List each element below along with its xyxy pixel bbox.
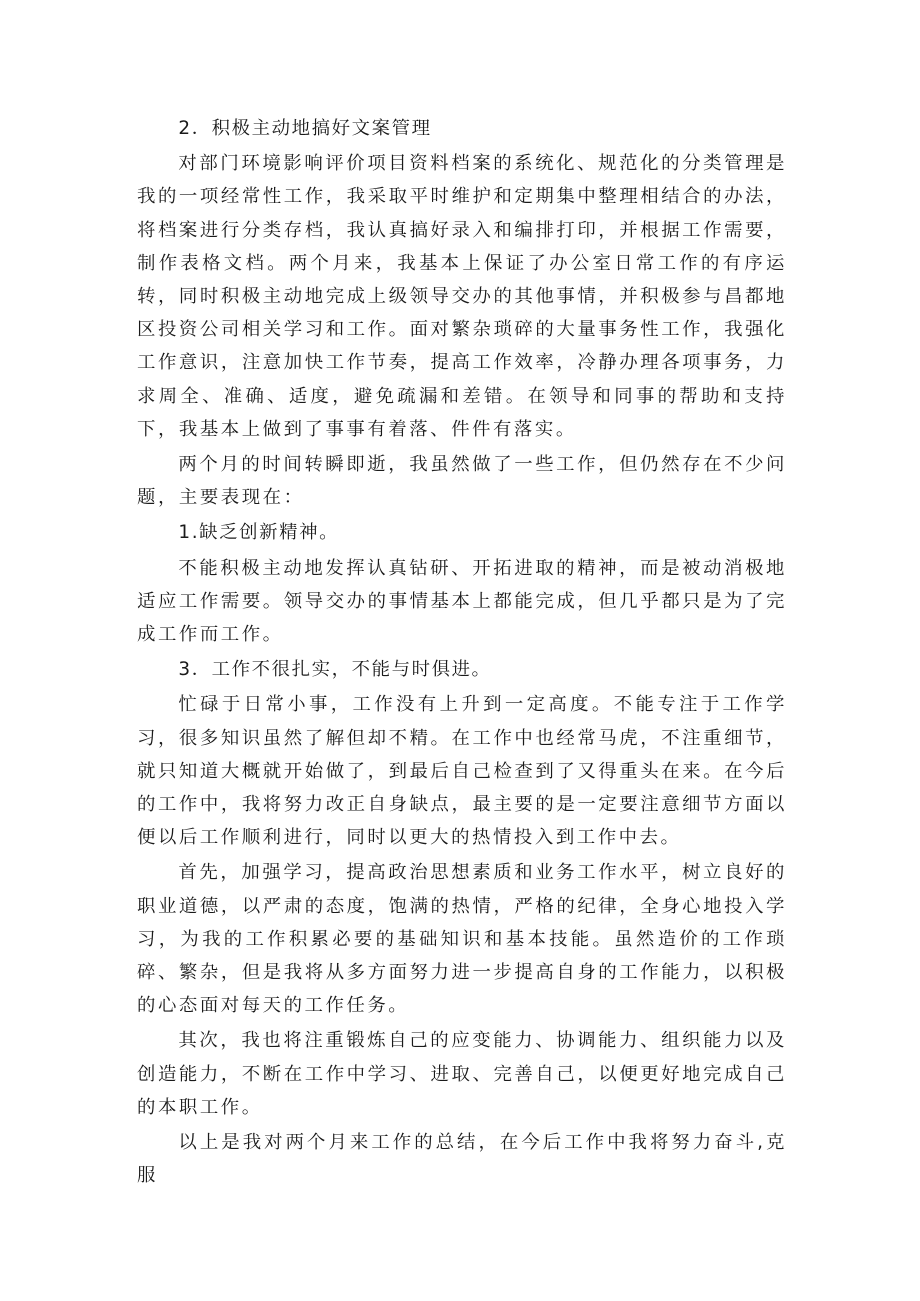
- section-heading-3: 3．工作不很扎实，不能与时俱进。: [178, 659, 492, 681]
- paragraph-conclusion: 以上是我对两个月来工作的总结，在今后工作中我将努力奋斗,克服: [137, 1132, 787, 1187]
- paragraph-second-plan: 其次，我也将注重锻炼自己的应变能力、协调能力、组织能力以及创造能力，不断在工作中学习、进取、完善自己，以便更好地完成自己的本职工作。: [137, 1030, 787, 1118]
- paragraph-details: 忙碌于日常小事，工作没有上升到一定高度。不能专注于工作学习，很多知识虽然了解但却不精。在工作中也经常马虎，不注重细节，就只知道大概就开始做了，到最后自己检查到了又得重头在来。在今后的工作中，我将努力改正自身缺点，最主要的是一定要注意细节方面以便以后工作顺利进行，同时以更大的热情投入到工作中去。: [137, 694, 787, 849]
- paragraph-file-management: 对部门环境影响评价项目资料档案的系统化、规范化的分类管理是我的一项经常性工作，我采取平时维护和定期集中整理相结合的办法，将档案进行分类存档，我认真搞好录入和编排打印，并根据工作需要，制作表格文档。两个月来，我基本上保证了办公室日常工作的有序运转，同时积极主动地完成上级领导交办的其他事情，并积极参与昌都地区投资公司相关学习和工作。面对繁杂琐碎的大量事务性工作，我强化工作意识，注意加快工作节奏，提高工作效率，冷静办理各项事务，力求周全、准确、适度，避免疏漏和差错。在领导和同事的帮助和支持下，我基本上做到了事事有着落、件件有落实。: [137, 153, 787, 440]
- paragraph-innovation: 不能积极主动地发挥认真钻研、开拓进取的精神，而是被动消极地适应工作需要。领导交办的事情基本上都能完成，但几乎都只是为了完成工作而工作。: [137, 557, 787, 646]
- document-body: [137, 112, 787, 1193]
- section-heading-2: 2．积极主动地搞好文案管理: [178, 118, 432, 139]
- paragraph-problems-intro: 两个月的时间转瞬即逝，我虽然做了一些工作，但仍然存在不少问题，主要表现在：: [137, 454, 787, 509]
- section-heading-1: 1.缺乏创新精神。: [178, 522, 340, 544]
- paragraph-first-plan: 首先，加强学习，提高政治思想素质和业务工作水平，树立良好的职业道德，以严肃的态度，饱满的热情，严格的纪律，全身心地投入学习，为我的工作积累必要的基础知识和基本技能。虽然造价的工作琐碎、繁杂，但是我将从多方面努力进一步提高自身的工作能力，以积极的心态面对每天的工作任务。: [137, 862, 787, 1017]
